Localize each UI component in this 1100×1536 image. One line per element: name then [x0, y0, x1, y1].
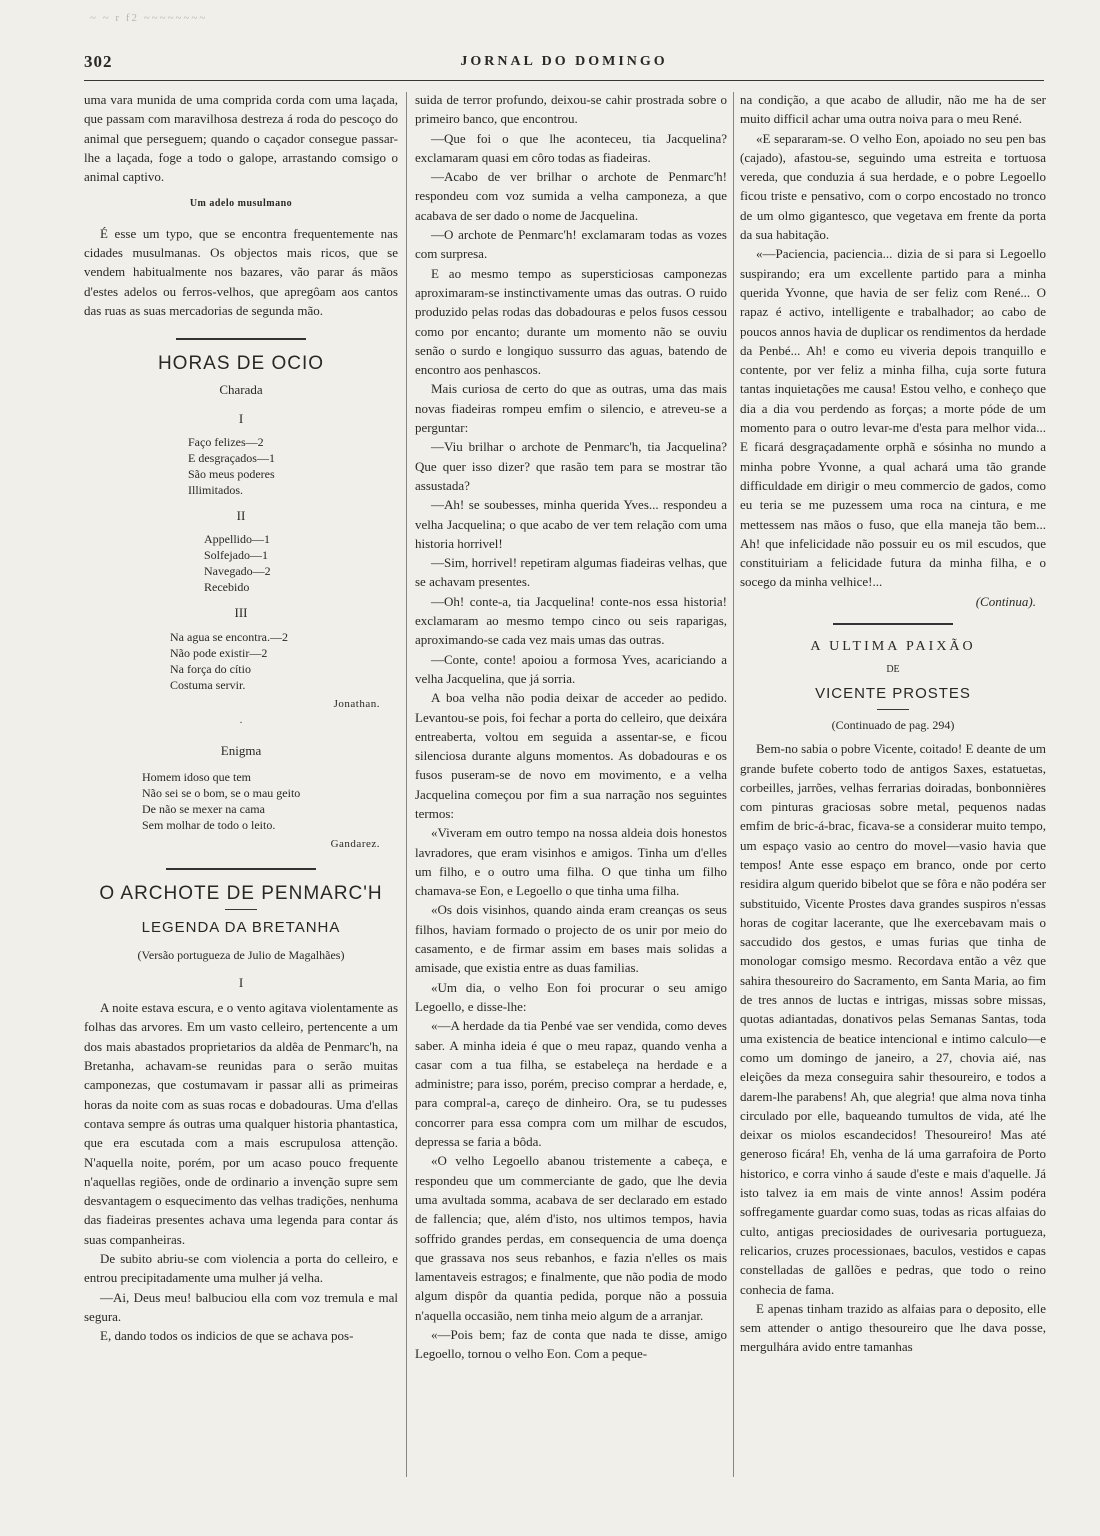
- paragraph: —Sim, horrivel! repetiram algumas fiadeiras velhas, que se achavam presentes.: [415, 555, 727, 590]
- verse-line: De não se mexer na cama: [142, 801, 265, 816]
- verse-line: Faço felizes—2: [188, 435, 264, 450]
- paragraph: A boa velha não podia deixar de acceder ao pedido. Levantou-se pois, foi fechar a porta do celleiro, que deixára entreaberta, voltou em seguida a assentar-se, e ficou silenciosa durante alguns momentos. As dobadouras e os fusos puseram-se de novo em movimento, e a velha Jacquelina começou por fim a sua narração nos seguintes termos:: [415, 690, 727, 821]
- paragraph: E ao mesmo tempo as supersticiosas camponezas aproximaram-se instinctivamente umas das outras. O ruido produzido pelas rodas das dobadouras e pelos fusos cessou como por encanto; durante um momento não se ouviu senão o surdo e longiquo sussurro das aguas, batendo de encontro aos penhascos.: [415, 265, 727, 378]
- section-rule: [176, 338, 306, 340]
- verse-line: E desgraçados—1: [188, 451, 275, 466]
- ornament-dot: ·: [239, 718, 243, 730]
- paragraph: «—Pois bem; faz de conta que nada te disse, amigo Legoello, tornou o velho Eon. Com a peque-: [415, 1327, 727, 1362]
- verse-line: Navegado—2: [204, 564, 271, 579]
- paragraph: na condição, a que acabo de alludir, não me ha de ser muito difficil achar uma outra noiva para o meu René.: [740, 92, 1046, 127]
- signature: Gandarez.: [330, 837, 380, 850]
- verse-line: Sem molhar de todo o leito.: [142, 817, 276, 832]
- paragraph: suida de terror profundo, deixou-se cahir prostrada sobre o primeiro banco, que encontrou.: [415, 92, 727, 127]
- paragraph: —Que foi o que lhe aconteceu, tia Jacquelina? exclamaram quasi em côro todas as fiadeiras.: [415, 130, 727, 165]
- verse-block: [188, 434, 398, 498]
- verse-block: [170, 629, 398, 693]
- paragraph: Bem-no sabia o pobre Vicente, coitado! E deante de um grande bufete coberto todo de antigos Saxes, estatuetas, corbeilles, jarrões, velhas ferrarias doiradas, bonbonnières com pinturas graciosas sobre metal, pequenos nadas emfim de bric-á-brac, ficava-se a considerar muito tempo, um espaço vasio ao centro do movel—vasio havia que tempos! Ante esse espaço em branco, onde por certo residira algum querido bibelot que se fôra e não podéra ser substituido, Vicente Prostes dava grandes suspiros n'essas horas de cogitar lacerante, que lhe exercebavam mais o saccudido dos gestos, e umas furias que tinha de monologar comsigo mesmo. Recordava então a vêz que sahira thesoureiro do Sacramento, em Santa Maria, ao fim de tres annos de luctas e intrigas, missas sobre missas, quotas adiantadas, donativos pelas Semanas Santas, toda uma existencia de beatice intencional e intimo calculo—e como um domingo de janeiro, a 27, chovia aié, nas eleições da meza conseguira sahir thesoureiro, e todos a darem-lhe parabens! Ah, que alegria! que alma nova tinha circulado por elle, baqueando tumultos de vida, até lhe deixar os miolos escandecidos! Thesoureiro! Mas até generoso ficára! Eh, venha de lá uma garrafoira de Porto historico, e corra vinho á saude d'este e mais d'aquelle. Já isto talvez ia em mais de vinte annos! Assim podéra soffregamente guardar como suas, todas as ricas alfaias do culto, antigas preciosidades de ourivesaria portugueza, relicarios, cruzes processionaes, baculos, vestidos e capas constelladas de gallões e pedras, que todo o reino conhecia de fama.: [740, 741, 1046, 1297]
- verse-line: Na força do cítio: [170, 661, 251, 676]
- header-rule: [84, 80, 1044, 81]
- column-2: [415, 90, 727, 1364]
- paragraph: «Um dia, o velho Eon foi procurar o seu amigo Legoello, e disse-lhe:: [415, 979, 727, 1014]
- paragraph: uma vara munida de uma comprida corda com uma laçada, que passam com maravilhosa destreza á roda do pescoço do animal que perseguem; quando o caçador consegue passar-lhe a laçada, foge a todo o galope, arrastando comsigo o animal captivo.: [84, 92, 398, 185]
- journal-title: JORNAL DO DOMINGO: [460, 54, 668, 69]
- story-subtitle: LEGENDA DA BRETANHA: [141, 919, 341, 937]
- enigma-heading: Enigma: [220, 743, 262, 759]
- paper-scuff-marks: ~ ~ r f2 ~~~~~~~~: [90, 12, 208, 24]
- section-title-horas-de-ocio: HORAS DE OCIO: [157, 353, 325, 375]
- verse-line: Recebido: [204, 580, 250, 595]
- paragraph: «O velho Legoello abanou tristemente a cabeça, e respondeu que um commerciante de gado, que lhe devia uma avultada somma, acabava de ser declarado em estado de fallencia; que, além d'isto, nos ultimos tempos, havia soffrido grandes perdas, em consequencia de uma doença que grassava nos seus rebanhos, e fazia n'elles os mais lamentaveis estragos; e finalmente, que não podia de modo algum dispôr da quantia pedida, porque não a possuia n'aquella occasião, nem tinha meio algum de a arranjar.: [415, 1153, 727, 1323]
- short-rule: [877, 709, 909, 710]
- verse-line: Solfejado—1: [204, 548, 268, 563]
- paragraph: «Viveram em outro tempo na nossa aldeia dois honestos lavradores, que eram visinhos e amigos. Tinha um d'elles um filho, e o outro uma filha. O que tinha um filho chamava-se Eon, e Legoello o que tinha uma filha.: [415, 825, 727, 899]
- chapter-numeral: I: [238, 974, 244, 990]
- verse-line: Não pode existir—2: [170, 645, 268, 660]
- author-name: VICENTE PROSTES: [815, 684, 971, 702]
- column-1: [84, 90, 398, 1345]
- charada-heading: Charada: [219, 381, 263, 397]
- story-title-archote: O ARCHOTE DE PENMARC'H: [99, 882, 383, 904]
- page-number: 302: [84, 52, 113, 71]
- section-rule: [833, 623, 953, 625]
- verse-line: Homem idoso que tem: [142, 769, 251, 784]
- paragraph: Mais curiosa de certo do que as outras, uma das mais novas fiadeiras rompeu emfim o silencio, e atreveu-se a perguntar:: [415, 381, 727, 436]
- paragraph: —O archote de Penmarc'h! exclamaram todas as vozes com surpresa.: [415, 227, 727, 262]
- translation-note: (Versão portugueza de Julio de Magalhães): [137, 947, 345, 962]
- short-rule: [225, 909, 257, 910]
- paragraph: —Viu brilhar o archote de Penmarc'h, tia Jacquelina? Que quer isso dizer? que rasão tem para se mostrar tão assustada?: [415, 439, 727, 493]
- paragraph: É esse um typo, que se encontra frequentemente nas cidades musulmanas. Os objectos mais ricos, que se vendem habitualmente nos bazares, vão parar ás mãos d'estes adelos ou ferros-velhos, que apregôam aos cantos das ruas as suas mercadorias de segunda mão.: [84, 225, 398, 318]
- paragraph: «—Paciencia, paciencia... dizia de si para si Legoello suspirando; era um excellente partido para a minha querida Yvonne, que havia de ser feliz com René... O rapaz é activo, intelligente e trabalhador; ao cabo de poucos annos havia de duplicar os rendimentos da herdade da Penbé... Ah! e como eu viveria depois tranquillo e contente, por ver feliz a minha filha, cuja sorte futura tantas inquietações me causa! Estou velho, e conheço que dia a dia vou perdendo as forças; a morte póde de um momento para o outro levar-me d'esta para melhor vida... E ficará desgraçadamente orphã e sósinha no mundo a minha pobre Yvonne, a qual achará uma tão grande difficuldade em dirigir o meu commercio de gados, como eu teria se me puzessem uma roca na cintura, e me mettessem nas mãos o fuso, que ella maneja tão bem... Ah! que infelicidade não possuir eu os mil escudos, que constituiriam a felicidade futura da minha filha, e o socego da minha velhice!...: [740, 246, 1046, 590]
- paragraph: «E separaram-se. O velho Eon, apoiado no seu pen bas (cajado), afastou-se, seguindo uma estreita e tortuosa vereda, que conduzia á sua herdade, e o pobre Legoello ficou triste e pensativo, com o corpo encostado no tronco de um olmo gigantesco, que vegetava em frente da porta da sua habitação.: [740, 130, 1046, 243]
- paragraph: —Ai, Deus meu! balbuciou ella com voz tremula e mal segura.: [84, 1289, 398, 1324]
- title-connector: DE: [886, 664, 900, 676]
- story-title-ultima-paixao: A ULTIMA PAIXÃO: [810, 639, 976, 655]
- continuation-note: (Continuado de pag. 294): [831, 717, 955, 732]
- paragraph: «Os dois visinhos, quando ainda eram creanças os seus filhos, haviam formado o projecto de os unir por meio do casamento, e de firmar assim em bases mais solidas a amisade, que existia entre as duas familias.: [415, 902, 727, 976]
- page-header: [84, 52, 1044, 78]
- verse-line: Na agua se encontra.—2: [170, 629, 288, 644]
- paragraph: —Conte, conte! apoiou a formosa Yves, acariciando a velha Jacquelina, que já sorria.: [415, 651, 727, 686]
- paragraph: «—A herdade da tia Penbé vae ser vendida, como deves saber. A minha ideia é que o meu rapaz, quando venha a casar com a tua filha, se estabeleça na herdade e a administre; para isso, porém, preciso comprar a herdade, e, para compral-a, careço de dinheiro. Ora, se tu pudesses concorrer para essa compra com um milhar de escudos, depressa se faria a bôda.: [415, 1018, 727, 1150]
- paragraph: E, dando todos os indicios de que se achava pos-: [100, 1328, 354, 1344]
- paragraph: —Oh! conte-a, tia Jacquelina! conte-nos essa historia! exclamaram ao mesmo tempo cinco ou seis raparigas, aproximando-se cada vez mais umas das outras.: [415, 593, 727, 648]
- verse-line: Costuma servir.: [170, 677, 246, 692]
- column-3: [740, 90, 1046, 1357]
- section-rule: [166, 868, 316, 870]
- verse-line: Appellido—1: [204, 532, 270, 547]
- verse-block: [204, 531, 398, 595]
- roman-numeral: III: [234, 605, 248, 621]
- column-divider: [406, 92, 407, 1477]
- roman-numeral: I: [238, 410, 244, 426]
- verse-line: Illimitados.: [188, 483, 243, 498]
- paragraph: De subito abriu-se com violencia a porta do celleiro, e entrou precipitadamente uma mulher já velha.: [84, 1250, 398, 1286]
- section-subheading: Um adelo musulmano: [189, 198, 293, 210]
- paragraph: —Ah! se soubesses, minha querida Yves... respondeu a velha Jacquelina; o que acabo de ver tem relação com uma historia horrivel!: [415, 497, 727, 551]
- paragraph: A noite estava escura, e o vento agitava violentamente as folhas das arvores. Em um vasto celleiro, pertencente a um dos mais abastados proprietarios da aldêa de Penmarc'h, na Bretanha, achavam-se reunidas para o serão muitas camponezas, que costumavam ir passar alli as primeiras horas da noite com as suas rocas e dobadouras. Uma d'ellas contava sempre ás outras uma qualquer historia phantastica, que era escutada com a mais escrupulosa attenção. N'aquella noite, porém, por um acaso pouco frequente n'aquellas regiões, onde de ordinario a invenção supre sem desvantagem o esquecimento das velhas tradições, nenhuma das fiadeiras presentes achava uma legenda para contar ás suas companheiras.: [84, 1000, 398, 1247]
- continua-note: (Continua).: [975, 593, 1036, 609]
- roman-numeral: II: [236, 508, 246, 524]
- verse-block: [142, 769, 398, 833]
- signature: Jonathan.: [333, 697, 380, 710]
- paragraph: —Acabo de ver brilhar o archote de Penmarc'h! respondeu com voz sumida a velha camponeza, a que acabava de ser dado o nome de Jacquelina.: [415, 169, 727, 223]
- verse-line: Não sei se o bom, se o mau geito: [142, 785, 301, 800]
- column-divider: [733, 92, 734, 1477]
- paragraph: E apenas tinham trazido as alfaias para o deposito, elle sem attender o antigo thesoureiro que lhe dava posse, mergulhára avido entre tamanhas: [740, 1300, 1046, 1355]
- verse-line: São meus poderes: [188, 467, 275, 482]
